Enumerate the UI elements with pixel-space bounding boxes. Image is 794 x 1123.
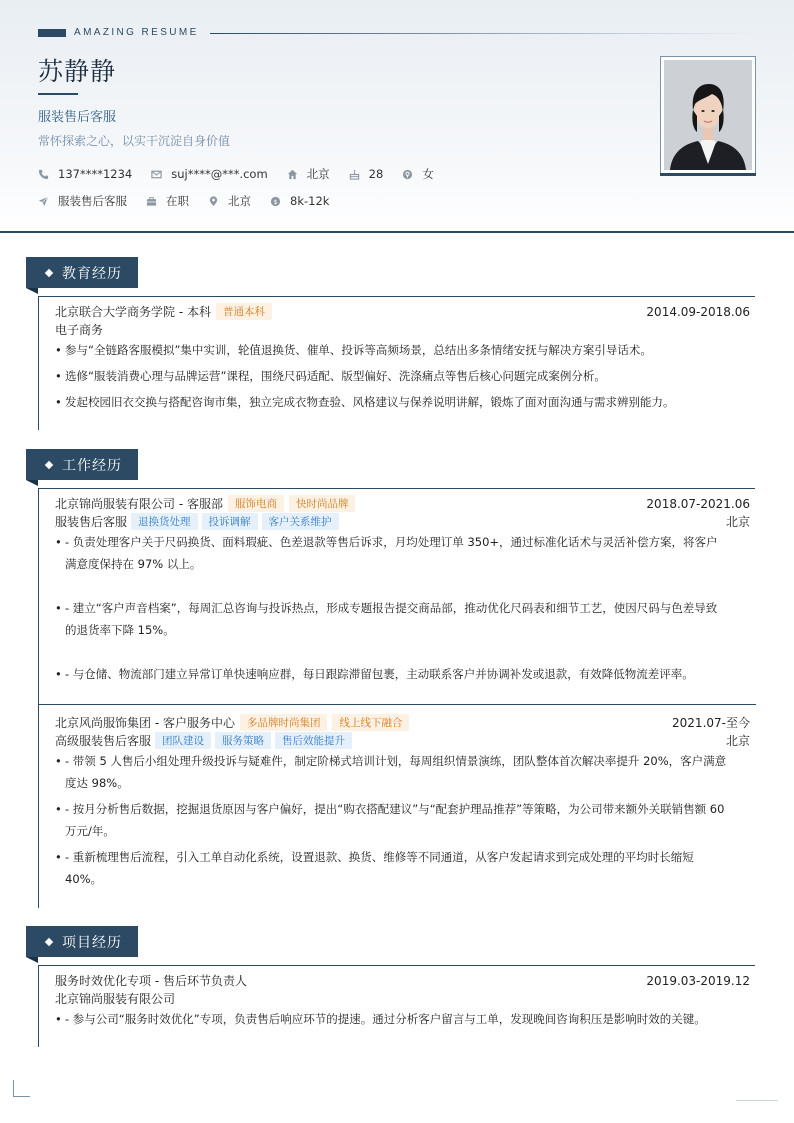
diamond-icon — [45, 460, 53, 468]
phone-icon — [38, 169, 49, 180]
bullet-line: • - 负责处理客户关于尺码换货、面料瑕疵、色差退款等售后诉求，月均处理订单 350+，通过标准化话术与灵活补偿方案，将客户 — [65, 535, 718, 549]
skill-tag: 客户关系维护 — [262, 513, 339, 530]
section-rule-education — [38, 296, 755, 297]
skill-tag: 服务策略 — [215, 732, 271, 749]
skill-tag: 售后效能提升 — [275, 732, 352, 749]
contact-age — [349, 167, 384, 181]
send-icon — [38, 196, 49, 207]
location-pin-icon — [208, 196, 219, 207]
project-org-row — [55, 990, 750, 1007]
work-date: 2021.07-至今 — [672, 716, 750, 730]
section-vline-work — [38, 488, 39, 908]
projects-title: 项目经历 — [62, 934, 122, 951]
bullet-line: 度达 98%。 — [65, 776, 129, 790]
phone-value: 137****1234 — [58, 167, 133, 181]
gender-icon — [402, 169, 413, 180]
ribbon-fold — [26, 957, 38, 963]
contact-gender — [402, 166, 434, 182]
section-rule-projects — [38, 965, 755, 966]
role: 高级服装售后客服 — [55, 734, 152, 748]
money-icon — [270, 196, 281, 207]
intent-position-value: 服装售后客服 — [58, 194, 127, 208]
work-city: 北京 — [725, 734, 750, 748]
education-title: 教育经历 — [62, 265, 122, 282]
section-title-education — [26, 257, 138, 288]
contact-email — [151, 167, 267, 181]
skill-tag: 投诉调解 — [202, 513, 258, 530]
education-bullet: • 发起校园旧衣交换与搭配咨询市集，独立完成衣物查验、风格建议与保养说明讲解，锻炼了面对面沟通与需求辨别能力。 — [55, 391, 750, 413]
section-title-projects — [26, 926, 138, 957]
work-role-row — [55, 513, 750, 530]
contact-city — [287, 166, 330, 182]
photo-frame-accent — [660, 173, 756, 176]
bullet-line: • - 带领 5 人售后小组处理升级投诉与疑难件，制定阶梯式培训计划，每周组织情景演练，团队整体首次解决率提升 20%，客户满意 — [65, 754, 727, 768]
work-bullet — [55, 846, 750, 890]
ribbon-fold — [26, 288, 38, 294]
briefcase-icon — [146, 196, 157, 207]
work-bullet — [55, 750, 750, 794]
bullet-line: • - 建立“客户声音档案”，每周汇总咨询与投诉热点，形成专题报告提交商品部，推动优化尺码表和细节工艺，使因尺码与色差导致 — [65, 601, 718, 615]
major: 电子商务 — [55, 323, 104, 337]
project-entry-head — [55, 972, 750, 989]
bullet-line: 的退货率下降 15%。 — [65, 623, 175, 637]
work-city: 北京 — [725, 515, 750, 529]
intent-city-value: 北京 — [228, 194, 251, 208]
intent-city — [208, 193, 251, 209]
resume-header — [0, 0, 794, 233]
intent-row — [38, 193, 348, 209]
job-title: 服装售后客服 — [38, 110, 117, 125]
svg-text:$: $ — [273, 197, 278, 206]
bullet-line: 万元/年。 — [65, 824, 115, 838]
intent-status-value: 在职 — [166, 194, 189, 208]
bullet-line: 满意度保持在 97% 以上。 — [65, 557, 202, 571]
bullet-line: • - 重新梳理售后流程，引入工单自动化系统，设置退款、换货、维修等不同通道，从客户发起请求到完成处理的平均时长缩短 — [65, 850, 694, 864]
work-date: 2018.07-2021.06 — [646, 496, 750, 511]
tagline-bar — [38, 29, 66, 37]
company-name: 北京锦尚服装有限公司 - 客服部 — [55, 497, 223, 511]
section-vline-education — [38, 296, 39, 430]
profile-photo-illustration — [664, 60, 752, 170]
company-tag: 快时尚品牌 — [289, 495, 356, 512]
bullet-line: 40%。 — [65, 872, 103, 886]
diamond-icon — [45, 268, 53, 276]
project-name: 服务时效优化专项 - 售后环节负责人 — [55, 974, 247, 988]
intent-position — [38, 193, 127, 209]
degree-tag: 普通本科 — [216, 303, 272, 320]
work-bullet — [55, 597, 750, 641]
project-org: 北京锦尚服装有限公司 — [55, 992, 176, 1006]
tagline-text: AMAZING RESUME — [74, 27, 199, 38]
intent-salary — [270, 194, 329, 208]
age-value: 28 — [368, 167, 384, 181]
company-tag: 多品牌时尚集团 — [240, 714, 328, 731]
intent-status — [146, 193, 189, 209]
education-entry-head — [55, 303, 750, 320]
skill-tag: 团队建设 — [155, 732, 211, 749]
company-name: 北京风尚服饰集团 - 客户服务中心 — [55, 716, 235, 730]
company-tag: 服饰电商 — [228, 495, 284, 512]
diamond-icon — [45, 937, 53, 945]
contact-row — [38, 166, 453, 182]
work-bullet — [55, 531, 750, 575]
home-icon — [287, 169, 298, 180]
education-bullet: • 选修“服装消费心理与品牌运营”课程，围绕尺码适配、版型偏好、洗涤痛点等售后核心问题完成案例分析。 — [55, 365, 750, 387]
work-entry-head — [55, 495, 750, 512]
education-bullet: • 参与“全链路客服模拟”集中实训，轮值退换货、催单、投诉等高频场景，总结出多条情绪安抚与解决方案引导话术。 — [55, 339, 750, 361]
mail-icon — [151, 169, 162, 180]
bullet-line: • - 按月分析售后数据，挖掘退货原因与客户偏好，提出“购衣搭配建议”与“配套护理品推荐”等策略，为公司带来额外关联销售额 60 — [65, 802, 725, 816]
bullet-line: • - 与仓储、物流部门建立异常订单快速响应群，每日跟踪滞留包裹，主动联系客户并协调补发或退款，有效降低物流差评率。 — [65, 667, 694, 681]
candidate-name: 苏静静 — [38, 57, 117, 86]
tagline — [38, 27, 199, 38]
profile-photo — [664, 60, 752, 170]
education-major-row — [55, 321, 750, 338]
name-underline — [38, 93, 78, 95]
work-bullet — [55, 663, 750, 685]
project-date: 2019.03-2019.12 — [646, 973, 750, 988]
work-title: 工作经历 — [62, 457, 122, 474]
role: 服装售后客服 — [55, 515, 128, 529]
profile-photo-frame — [660, 56, 756, 174]
education-date: 2014.09-2018.06 — [646, 304, 750, 319]
section-vline-projects — [38, 965, 39, 1047]
work-bullet — [55, 798, 750, 842]
section-rule-work — [38, 488, 755, 489]
skill-tag: 退换货处理 — [131, 513, 198, 530]
ribbon-fold — [26, 480, 38, 486]
work-entry-divider — [39, 704, 756, 705]
tagline-rule — [210, 33, 755, 34]
contact-phone — [38, 167, 132, 181]
work-entry-head — [55, 714, 750, 731]
company-tag: 线上线下融合 — [332, 714, 409, 731]
section-title-work — [26, 449, 138, 480]
page-corner-mark — [13, 1080, 30, 1097]
gender-value: 女 — [422, 167, 434, 181]
project-bullet: • - 参与公司“服务时效优化”专项，负责售后响应环节的提速。通过分析客户留言与工单，发现晚间咨询积压是影响时效的关键。 — [55, 1008, 750, 1030]
page-corner-line — [736, 1100, 778, 1101]
city-value: 北京 — [306, 167, 330, 181]
email-value: suj****@***.com — [171, 167, 268, 181]
school-name: 北京联合大学商务学院 - 本科 — [55, 305, 211, 319]
intent-salary-value: 8k-12k — [290, 194, 330, 208]
work-role-row — [55, 732, 750, 749]
cake-icon — [349, 169, 360, 180]
motto: 常怀探索之心，以实干沉淀自身价值 — [38, 134, 231, 148]
